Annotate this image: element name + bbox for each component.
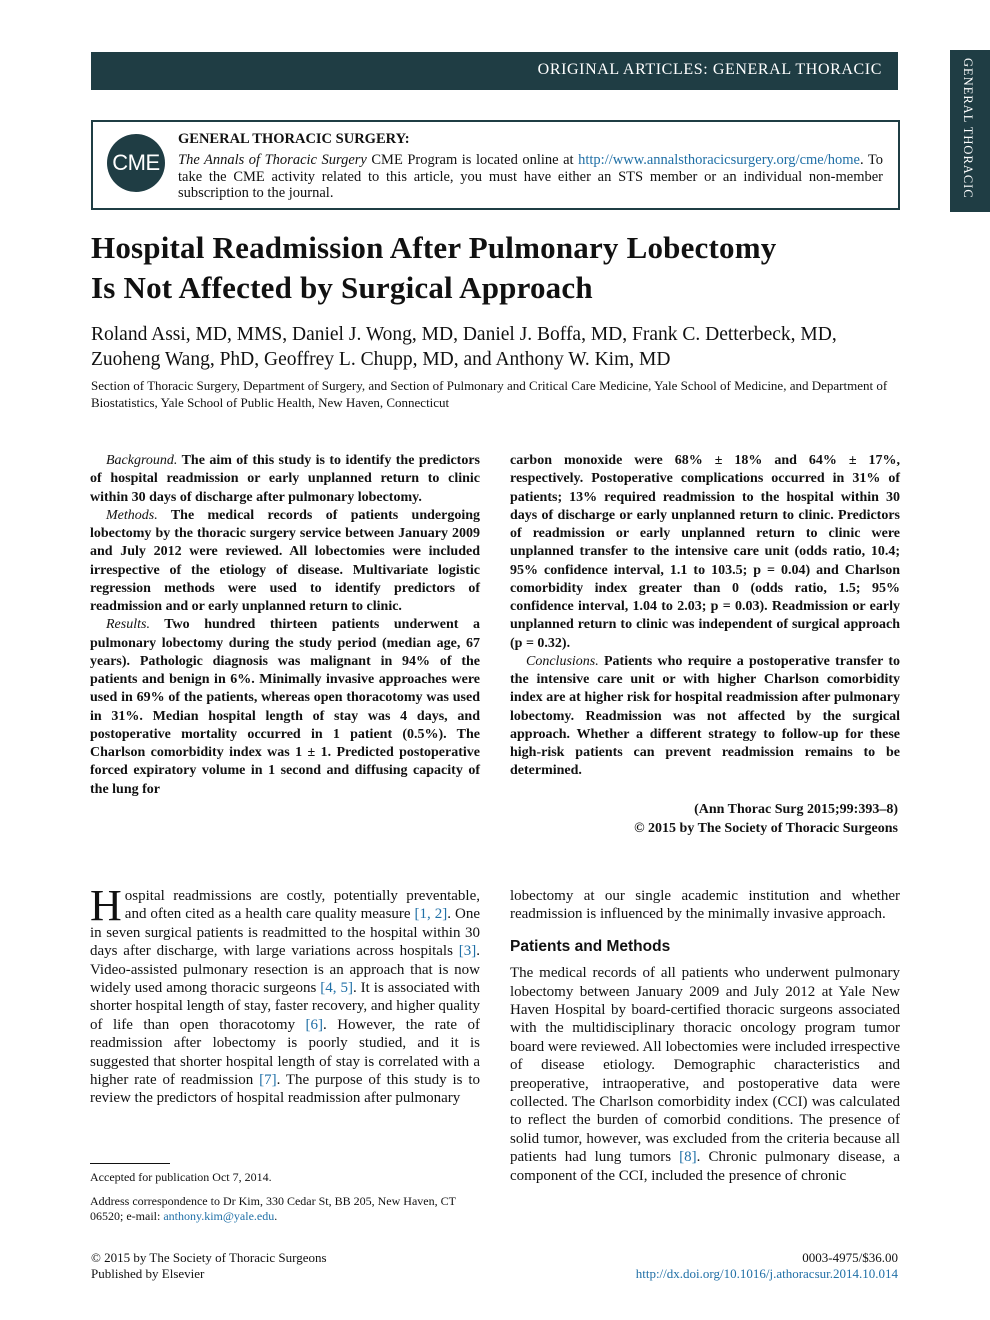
body-text: The medical records of all patients who underwent pulmonary lobectomy between January 2009 and July 2012 at Yale New Haven Hospital by board-certified thoracic surgeons associated with the multidisciplinary thoracic oncology program tumor board were reviewed. All lobectomies were included irrespective of disease etiology. Demographic characteristics and preoperative, intraoperative, and postoperative data were collected. The Charlson comorbidity index (CCI) was calculated to reflect the burden of comorbid conditions. The presence of solid tumor, however, was excluded from the criteria because all patients had lung tumors bbox=[510, 965, 900, 1166]
footer-left bbox=[91, 1250, 327, 1281]
abstract-left-column bbox=[90, 452, 480, 799]
footer-copyright: © 2015 by The Society of Thoracic Surgeons bbox=[91, 1250, 327, 1265]
cme-text-part: . To take the CME activity related to this article, you must have either an STS member or an individual non-member subscription to the journal. bbox=[178, 152, 883, 201]
abstract-label: Methods. bbox=[106, 507, 158, 523]
section-header-bar bbox=[91, 52, 898, 90]
abstract-text: Patients who require a postoperative transfer to the intensive care unit or with higher Charlson comorbidity index are at higher risk for hospital readmission after pulmonary lobectomy. Readmission was not affected by the surgical approach. Whether a different strategy to follow-up for these high-risk patients can prevent readmission remains to be determined. bbox=[510, 653, 900, 779]
methods-paragraph bbox=[510, 964, 900, 1185]
reference-link[interactable]: [7] bbox=[259, 1072, 277, 1089]
doi-link[interactable]: http://dx.doi.org/10.1016/j.athoracsur.2014.10.014 bbox=[635, 1265, 898, 1281]
drop-cap: H bbox=[90, 881, 122, 930]
abstract-methods bbox=[90, 507, 480, 617]
email-link[interactable]: anthony.kim@yale.edu bbox=[163, 1209, 275, 1223]
abstract-label: Background. bbox=[106, 453, 178, 468]
reference-link[interactable]: [6] bbox=[305, 1016, 324, 1033]
abstract-results bbox=[90, 616, 480, 799]
article-title bbox=[91, 228, 911, 308]
reference-link[interactable]: [1, 2] bbox=[414, 906, 448, 923]
body-right-column bbox=[510, 887, 900, 1185]
title-line: Hospital Readmission After Pulmonary Lobectomy bbox=[91, 230, 777, 265]
journal-citation: (Ann Thorac Surg 2015;99:393–8) bbox=[694, 802, 898, 817]
title-line: Is Not Affected by Surgical Approach bbox=[91, 270, 593, 305]
abstract-conclusions bbox=[510, 653, 900, 781]
abstract-text: Two hundred thirteen patients underwent a pulmonary lobectomy during the study period (median age, 67 years). Pathologic diagnosis was malignant in 94% of the patients and benign in 6%. Minimally invasive approaches were used in 69% of the patients, whereas open thoracotomy was used in 31%. Median hospital length of stay was 4 days, and postoperative mortality occurred in 1 patient (0.5%). The Charlson comorbidity index was 1 ± 1. Predicted postoperative forced expiratory volume in 1 second and diffusing capacity of the lung for bbox=[90, 617, 480, 797]
reference-link[interactable]: [8] bbox=[679, 1149, 697, 1166]
reference-link[interactable]: [3] bbox=[458, 943, 477, 960]
address-text: Address correspondence to Dr Kim, 330 Cedar St, BB 205, New Haven, CT 06520; e-mail: bbox=[90, 1193, 456, 1223]
side-tab bbox=[950, 50, 990, 212]
side-tab-label: GENERAL THORACIC bbox=[961, 58, 975, 199]
cme-link[interactable]: http://www.annalsthoracicsurgery.org/cme/ bbox=[578, 152, 828, 168]
cme-notice-box bbox=[91, 120, 900, 210]
abstract-label: Conclusions. bbox=[526, 653, 599, 669]
footer-publisher: Published by Elsevier bbox=[91, 1265, 205, 1281]
cme-text bbox=[178, 152, 883, 202]
cme-heading: GENERAL THORACIC SURGERY: bbox=[178, 131, 410, 147]
body-text: . However, the rate of readmission after lobectomy is poorly studied, and it is suggested that shorter hospital length of stay is correlated with a higher rate of readmission bbox=[90, 1016, 480, 1089]
body-text: . Video-assisted pulmonary resection is an approach that is now widely used among thoracic surgeons bbox=[90, 943, 480, 997]
footer-price: 0003-4975/$36.00 bbox=[802, 1250, 898, 1265]
address-text: . bbox=[274, 1209, 278, 1223]
author-list bbox=[91, 322, 901, 372]
cme-logo-icon: CME bbox=[107, 134, 165, 192]
abstract-text: The aim of this study is to identify the predictors of hospital readmission or early unplanned return to clinic within 30 days of discharge after pulmonary lobectomy. bbox=[90, 453, 480, 505]
abstract-right-column bbox=[510, 452, 900, 781]
cme-link-cont[interactable]: home bbox=[827, 152, 860, 168]
reference-link[interactable]: [4, 5] bbox=[320, 980, 353, 997]
abstract-copyright: © 2015 by The Society of Thoracic Surgeons bbox=[634, 821, 898, 836]
footnotes bbox=[90, 1170, 480, 1233]
body-text: . The purpose of this study is to review the predictors of hospital readmission after pulmonary bbox=[90, 1072, 481, 1107]
abstract-text: The medical records of patients undergoing lobectomy by the thoracic surgery service between January 2009 and July 2012 were reviewed. All lobectomies were included irrespective of the etiology of disease. Multivariate logistic regression methods were used to identify predictors of readmission and or early unplanned return to clinic. bbox=[90, 507, 480, 614]
body-text: . One in seven surgical patients is readmitted to the hospital within 30 days after discharge, with large variations across hospitals bbox=[90, 906, 480, 960]
section-title: ORIGINAL ARTICLES: GENERAL THORACIC bbox=[537, 61, 882, 78]
abstract-results-cont: carbon monoxide were 68% ± 18% and 64% ± 17%, respectively. Postoperative complications occurred in 31% of patients; 13% required readmission to the hospital within 30 days of discharge or early unplanned return to clinic. Predictors of readmission or early unplanned return to clinic were unplanned transfer to the intensive care unit (odds ratio, 10.4; 95% confidence interval, 1.1 to 103.5; p = 0.04) and Charlson comorbidity index greater than 0 (odds ratio, 1.5; 95% confidence interval, 1.04 to 2.03; p = 0.03). Readmission or early unplanned return to clinic was independent of surgical approach (p = 0.32). bbox=[510, 453, 900, 651]
correspondence bbox=[90, 1194, 480, 1225]
affiliation: Section of Thoracic Surgery, Department of Surgery, and Section of Pulmonary and Critical Care Medicine, Yale School of Medicine, and Department of Biostatistics, Yale School of Public Health, New Haven, Connecticut bbox=[91, 378, 888, 410]
body-text: ospital readmissions are costly, potentially preventable, and often cited as a health care quality measure bbox=[124, 888, 480, 923]
footer-right bbox=[636, 1250, 898, 1281]
authors-line: Roland Assi, MD, MMS, Daniel J. Wong, MD, Daniel J. Boffa, MD, Frank C. Detterbeck, MD, bbox=[91, 324, 837, 345]
abstract-background bbox=[90, 452, 480, 507]
footnote-divider bbox=[90, 1163, 170, 1164]
intro-continuation: lobectomy at our single academic institution and whether readmission is influenced by the minimally invasive approach. bbox=[510, 888, 900, 923]
accepted-date: Accepted for publication Oct 7, 2014. bbox=[90, 1170, 272, 1184]
cme-text-part: CME Program is located online at bbox=[366, 152, 579, 168]
body-left-column bbox=[90, 881, 481, 1108]
body-text: . It is associated with shorter hospital length of stay, faster recovery, and higher quality of life than open thoracotomy bbox=[90, 980, 481, 1033]
authors-line: Zuoheng Wang, PhD, Geoffrey L. Chupp, MD, and Anthony W. Kim, MD bbox=[91, 349, 671, 370]
intro-paragraph bbox=[90, 881, 481, 1108]
abstract-citation-block bbox=[634, 800, 898, 838]
journal-name: The Annals of Thoracic Surgery bbox=[178, 152, 367, 168]
abstract-label: Results. bbox=[106, 617, 150, 633]
section-heading: Patients and Methods bbox=[510, 937, 671, 955]
body-text: . Chronic pulmonary disease, a component of the CCI, included the presence of chronic bbox=[510, 1149, 900, 1184]
